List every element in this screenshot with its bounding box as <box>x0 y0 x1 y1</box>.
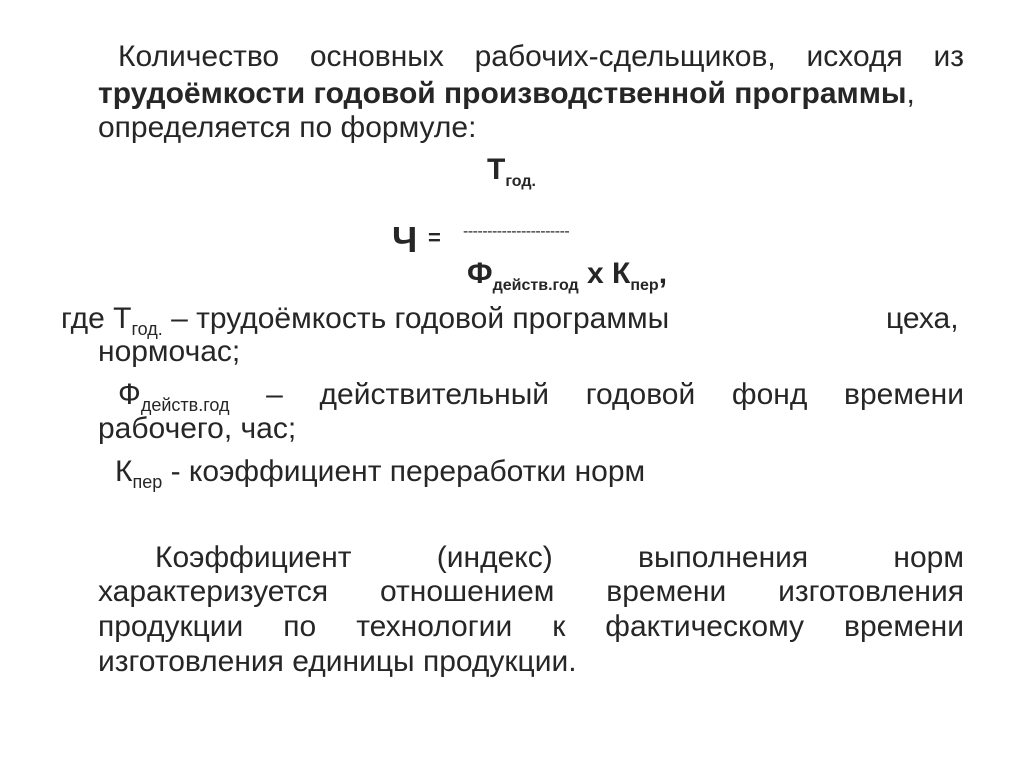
den-f-sub: действ.год <box>492 277 579 294</box>
def-k-line <box>115 455 645 499</box>
numerator-t: Т <box>487 153 506 186</box>
den-comma: , <box>658 257 668 290</box>
def-k-text: - коэффициент переработки норм <box>162 455 646 488</box>
numerator-sub: год. <box>505 173 536 190</box>
def-t-where: где Т <box>61 302 132 335</box>
def-t-line-2: нормочас; <box>98 335 241 368</box>
def-f-sub: действ.год <box>140 395 230 415</box>
def-f-line-2: рабочего, час; <box>98 412 297 445</box>
formula-numerator <box>487 153 536 199</box>
den-f: Ф <box>467 257 493 290</box>
formula-lhs <box>392 219 441 260</box>
closing-line-4: изготовления единицы продукции. <box>98 645 577 678</box>
def-k-sub: пер <box>132 472 163 492</box>
formula-denominator <box>467 257 667 303</box>
den-k-sub: пер <box>630 277 659 294</box>
closing-line-3: продукции по технологии к фактическому времени <box>98 610 964 643</box>
intro-bold-phrase: трудоёмкости годовой производственной программы <box>98 77 907 110</box>
intro-line-2 <box>98 77 915 111</box>
closing-line-2: характеризуется отношением времени изготовления <box>98 575 964 608</box>
def-t-sub: год. <box>131 319 163 339</box>
def-t-text: – трудоёмкость годовой программы <box>162 302 670 335</box>
closing-line-1: Коэффициент (индекс) выполнения норм <box>155 541 964 574</box>
fraction-line: ---------------------- <box>463 223 570 240</box>
intro-line-3: определяется по формуле: <box>98 111 477 144</box>
def-f-main: Ф <box>118 378 141 411</box>
intro-comma: , <box>906 77 915 110</box>
den-times-k: х К <box>578 257 631 290</box>
lhs-ch: Ч <box>392 219 418 260</box>
intro-line-1: Количество основных рабочих-сдельщиков, исходя из <box>118 40 964 73</box>
def-k-main: К <box>115 455 133 488</box>
def-f-text: – действительный годовой фонд времени <box>229 378 964 411</box>
equals-sign: = <box>428 225 441 250</box>
def-t-end: цеха, <box>886 302 959 335</box>
